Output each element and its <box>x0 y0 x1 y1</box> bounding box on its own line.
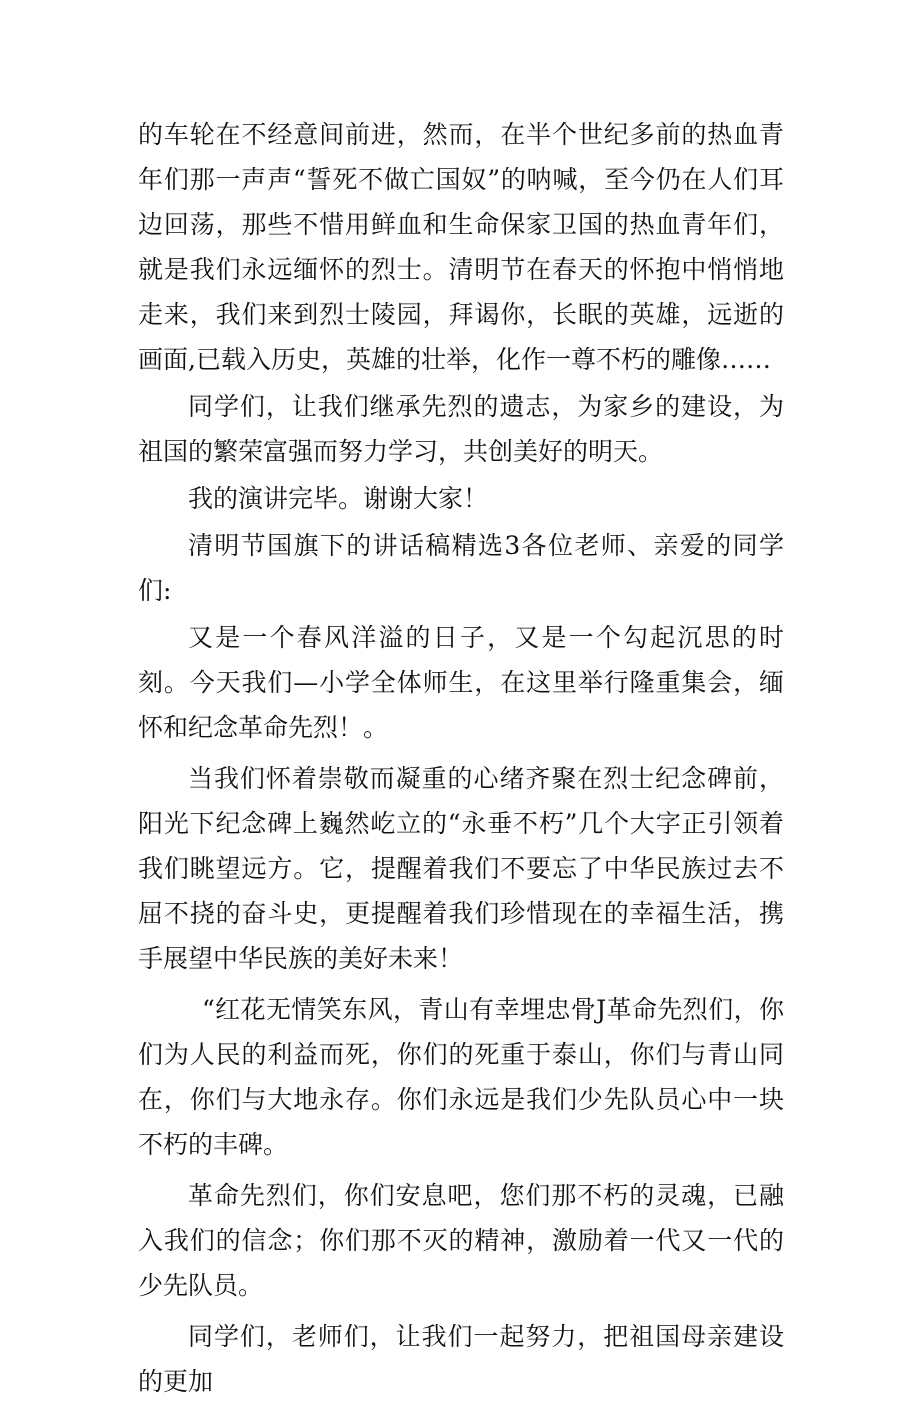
paragraph-3: 我的演讲完毕。谢谢大家！ <box>188 484 489 513</box>
paragraph-4-section-heading: 清明节国旗下的讲话稿精选3各位老师、亲爱的同学们: <box>138 531 784 605</box>
paragraph-6: 当我们怀着崇敬而凝重的心绪齐聚在烈士纪念碑前，阳光下纪念碑上巍然屹立的“永垂不朽”几个大字正引领着我们眺望远方。它，提醒着我们不要忘了中华民族过去不屈不挠的奋斗史，更提醒着我们珍惜现在的幸福生活，携手展望中华民族的美好未来！ <box>138 764 784 973</box>
paragraph-2: 同学们，让我们继承先烈的遗志，为家乡的建设，为祖国的繁荣富强而努力学习，共创美好的明天。 <box>138 392 784 466</box>
paragraph-8: 革命先烈们，你们安息吧，您们那不朽的灵魂，已融入我们的信念；你们那不灭的精神，激励着一代又一代的少先队员。 <box>138 1181 784 1300</box>
paragraph-5: 又是一个春风洋溢的日子，又是一个勾起沉思的时刻。今天我们—小学全体师生，在这里举行隆重集会，缅怀和纪念革命先烈！。 <box>138 623 784 742</box>
document-body <box>138 112 784 1404</box>
paragraph-9: 同学们，老师们，让我们一起努力，把祖国母亲建设的更加 <box>138 1322 784 1396</box>
paragraph-7: “红花无情笑东风，青山有幸埋忠骨J革命先烈们，你们为人民的利益而死，你们的死重于泰山，你们与青山同在，你们与大地永存。你们永远是我们少先队员心中一块不朽的丰碑。 <box>138 995 784 1159</box>
paragraph-1: 的车轮在不经意间前进，然而，在半个世纪多前的热血青年们那一声声“誓死不做亡国奴”的呐喊，至今仍在人们耳边回荡，那些不惜用鲜血和生命保家卫国的热血青年们，就是我们永远缅怀的烈士。清明节在春天的怀抱中悄悄地走来，我们来到烈士陵园，拜谒你，长眠的英雄，远逝的画面,已载入历史，英雄的壮举，化作一尊不朽的雕像…… <box>138 120 784 374</box>
